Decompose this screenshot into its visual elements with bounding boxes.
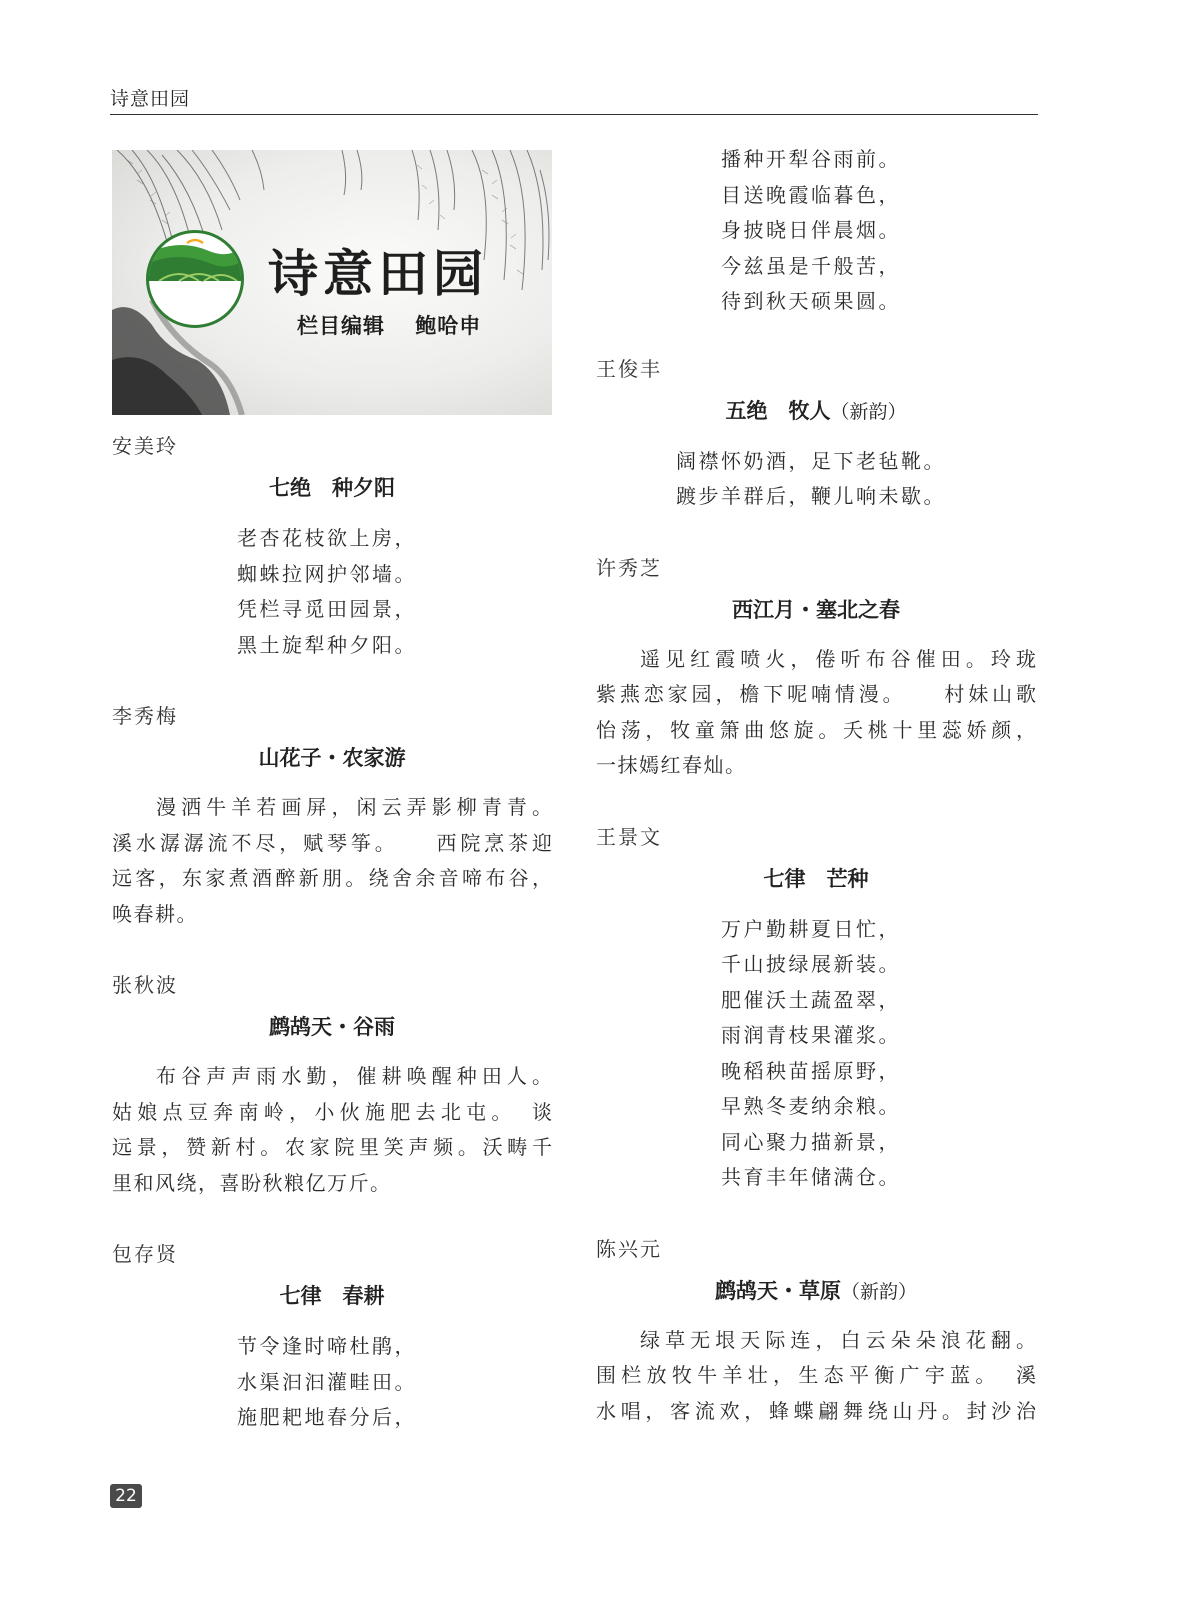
running-head: 诗意田园: [110, 88, 191, 110]
prose-line: 溪水潺潺流不尽，赋琴筝。 西院烹茶迎: [112, 830, 552, 855]
verse-line: 晚稻秧苗摇原野，: [721, 1058, 901, 1083]
left-column: [112, 150, 552, 1436]
verse-line: 待到秋天硕果圆。: [721, 289, 901, 313]
banner-title: 诗意田园: [268, 245, 488, 303]
prose-line: 里和风绕，喜盼秋粮亿万斤。: [112, 1170, 392, 1195]
editor-name: 鲍哈申: [415, 314, 482, 338]
verse-line: 蜘蛛拉网护邻墙。: [237, 561, 417, 586]
poem-title: 七律 芒种: [763, 866, 869, 891]
verse-line: 雨润青枝果灌浆。: [721, 1023, 901, 1047]
poem-prose: [596, 642, 1036, 784]
poem-title: 七律 春耕: [279, 1284, 385, 1308]
seal-field-illustration: [149, 233, 241, 281]
verse-line: 早熟冬麦纳余粮。: [721, 1094, 901, 1118]
prose-line: 水唱，客流欢，蜂蝶翩舞绕山丹。封沙治: [596, 1398, 1036, 1423]
verse-line: 目送晚霞临暮色，: [721, 182, 901, 207]
prose-line: 怡荡，牧童箫曲悠旋。夭桃十里蕊娇颜，: [596, 717, 1036, 742]
prose-line: 布谷声声雨水勤，催耕唤醒种田人。: [156, 1064, 552, 1088]
author-name: 包存贤: [112, 1242, 178, 1266]
verse-line: 老杏花枝欲上房，: [237, 526, 417, 550]
verse-line: 今兹虽是千般苦，: [721, 253, 901, 278]
prose-line: 唤春耕。: [112, 901, 198, 926]
prose-line: 紫燕恋家园，檐下呢喃情漫。 村妹山歌: [596, 682, 1036, 706]
poem-title: 七绝 种夕阳: [269, 476, 395, 500]
verse-line: 阔襟怀奶酒，足下老毡靴。: [676, 448, 946, 473]
poem-title-text: 五绝 牧人: [725, 398, 831, 423]
verse-line: 共育丰年储满仓。: [721, 1165, 901, 1189]
verse-line: 水渠汩汩灌畦田。: [237, 1369, 417, 1394]
verse-line: 黑土旋犁种夕阳。: [237, 632, 417, 657]
verse-line: 踱步羊群后，鞭儿响未歇。: [676, 484, 946, 508]
verse-line: 施肥耙地春分后，: [237, 1405, 417, 1429]
author-name: 王景文: [596, 824, 662, 849]
header-rule: [110, 114, 1038, 115]
author-name: 安美玲: [112, 434, 178, 458]
page-number: 22: [110, 1484, 142, 1508]
verse-line: 身披晓日伴晨烟。: [721, 218, 901, 242]
poem-verse: [596, 444, 1036, 515]
prose-line: 绿草无垠天际连，白云朵朵浪花翻。: [640, 1327, 1036, 1352]
author-name: 陈兴元: [596, 1236, 662, 1261]
prose-line: 一抹嫣红春灿。: [596, 753, 747, 777]
prose-line: 远景，赞新村。农家院里笑声频。沃畴千: [112, 1135, 552, 1159]
prose-line: 围栏放牧牛羊壮，生态平衡广宇蓝。 溪: [596, 1363, 1036, 1387]
prose-line: 漫洒牛羊若画屏，闲云弄影柳青青。: [156, 795, 552, 819]
poem-prose: [112, 1059, 552, 1201]
verse-line: 肥催沃土蔬盈翠，: [721, 987, 901, 1012]
poem-title: 西江月・塞北之春: [732, 597, 900, 622]
prose-line: 姑娘点豆奔南岭，小伙施肥去北屯。 谈: [112, 1099, 552, 1124]
editor-label: 栏目编辑: [297, 314, 385, 338]
verse-line: 凭栏寻觅田园景，: [237, 597, 417, 621]
verse-line: 节令逢时啼杜鹃，: [237, 1334, 417, 1358]
verse-line: 千山披绿展新装。: [721, 952, 901, 976]
poem-verse-continued: [596, 142, 1036, 320]
verse-line: 万户勤耕夏日忙，: [721, 916, 901, 941]
poem-verse: [596, 912, 1036, 1196]
poem-title: 山花子・农家游: [258, 746, 406, 770]
banner-editor-credit: [297, 310, 481, 340]
author-name: 李秀梅: [112, 704, 178, 728]
poem-prose: [596, 1323, 1036, 1430]
poem-verse: [112, 1329, 552, 1436]
poem-verse: [112, 521, 552, 663]
author-name: 王俊丰: [596, 356, 662, 381]
poem-title-note: （新韵）: [840, 1280, 917, 1303]
society-seal-logo: [146, 230, 244, 328]
column-banner: [112, 150, 552, 415]
right-column: [596, 147, 1036, 1429]
prose-line: 遥见红霞喷火，倦听布谷催田。玲珑: [640, 646, 1036, 671]
poem-title-note: （新韵）: [830, 400, 907, 423]
verse-line: 同心聚力描新景，: [721, 1129, 901, 1154]
prose-line: 远客，东家煮酒醉新朋。绕舍余音啼布谷，: [112, 866, 552, 890]
poem-prose: [112, 790, 552, 932]
verse-line: 播种开犁谷雨前。: [721, 147, 901, 171]
author-name: 张秋波: [112, 973, 178, 997]
author-name: 许秀芝: [596, 555, 662, 580]
poem-title: 鹧鸪天・谷雨: [269, 1015, 395, 1039]
poem-title-text: 鹧鸪天・草原: [714, 1278, 841, 1303]
poem-title: [596, 394, 1036, 428]
poem-title: [596, 1274, 1036, 1308]
